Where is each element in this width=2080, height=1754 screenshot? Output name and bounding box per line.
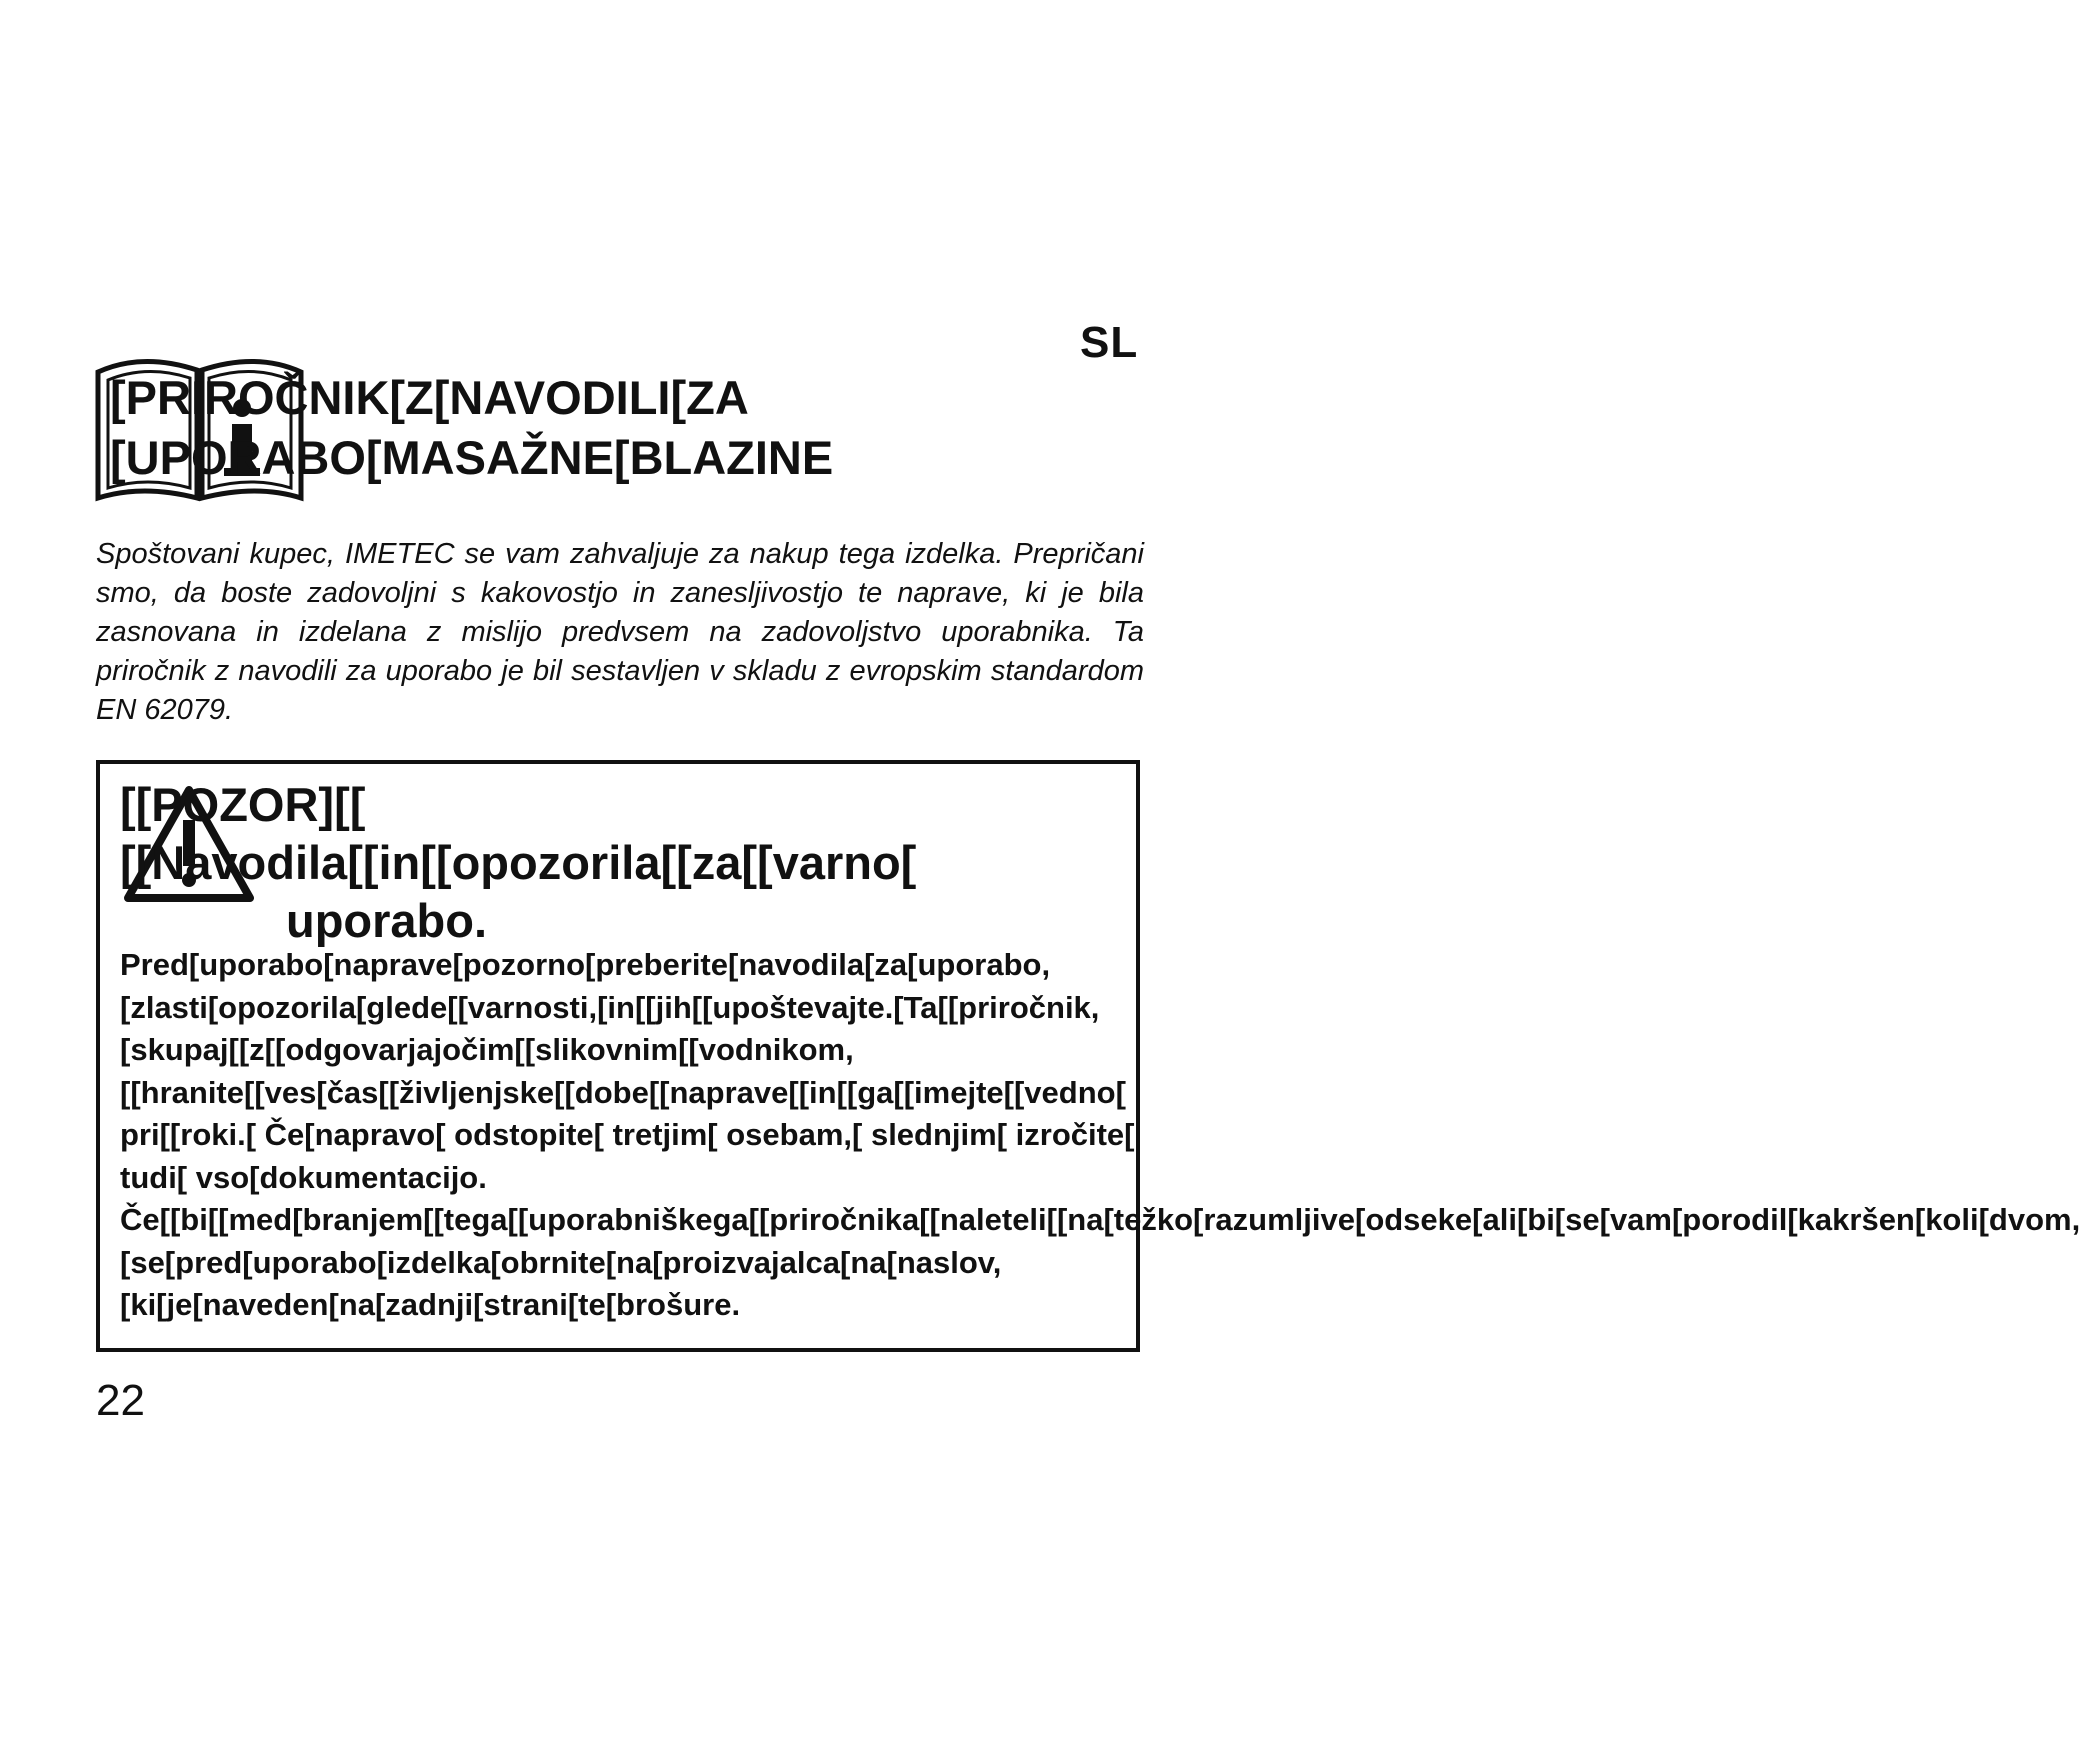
warning-title-line: [[POZOR][[ <box>120 778 366 831</box>
warning-title-line: [[Navodila[[in[[opozorila[[za[[varno[ <box>120 836 917 889</box>
warning-paragraph: Pred[uporabo[naprave[pozorno[preberite[navodila[za[uporabo,[zlasti[opozorila[glede[[varnosti,[in[[jih[[upoštevajte.[Ta[[priročnik,[skupaj[[z[[odgovarjajočim[[slikovnim[[vodnikom,[[hranite[[ves[čas[[življenjske[[dobe[[naprave[[in[[ga[[imejte[[vedno[ pri[[roki.[ Če[napravo[ odstopite[ tretjim[ osebam,[ slednjim[ izročite[ tudi[ vso[dokumentacijo. <box>120 947 1135 1195</box>
page-title <box>110 368 833 488</box>
title-line: [UPORABO[MASAŽNE[BLAZINE <box>110 431 834 484</box>
language-code: SL <box>1080 318 1139 367</box>
page-number: 22 <box>96 1376 145 1425</box>
intro-paragraph <box>96 535 1144 730</box>
warning-paragraph: Če[[bi[[med[branjem[[tega[[uporabniškega[[priročnika[[naleteli[[na[težko[razumljive[odseke[ali[bi[se[vam[porodil[kakršen[koli[dvom,[se[pred[uporabo[izdelka[obrnite[na[proizvajalca[na[naslov,[ki[je[naveden[na[zadnji[strani[te[brošure. <box>120 1202 2080 1322</box>
warning-title <box>120 776 916 950</box>
warning-text <box>120 944 2080 1327</box>
warning-title-line: uporabo. <box>286 894 488 947</box>
intro-text: Spoštovani kupec, IMETEC se vam zahvaljuje za nakup tega izdelka. Prepričani smo, da boste zadovoljni s kakovostjo in zanesljivostjo te naprave, ki je bila zasnovana in izdelana z mislijo predvsem na zadovoljstvo uporabnika. Ta priročnik z navodili za uporabo je bil sestavljen v skladu z evropskim standardom EN 62079. <box>96 538 1144 726</box>
title-line: [PRIROČNIK[Z[NAVODILI[ZA <box>110 371 749 424</box>
